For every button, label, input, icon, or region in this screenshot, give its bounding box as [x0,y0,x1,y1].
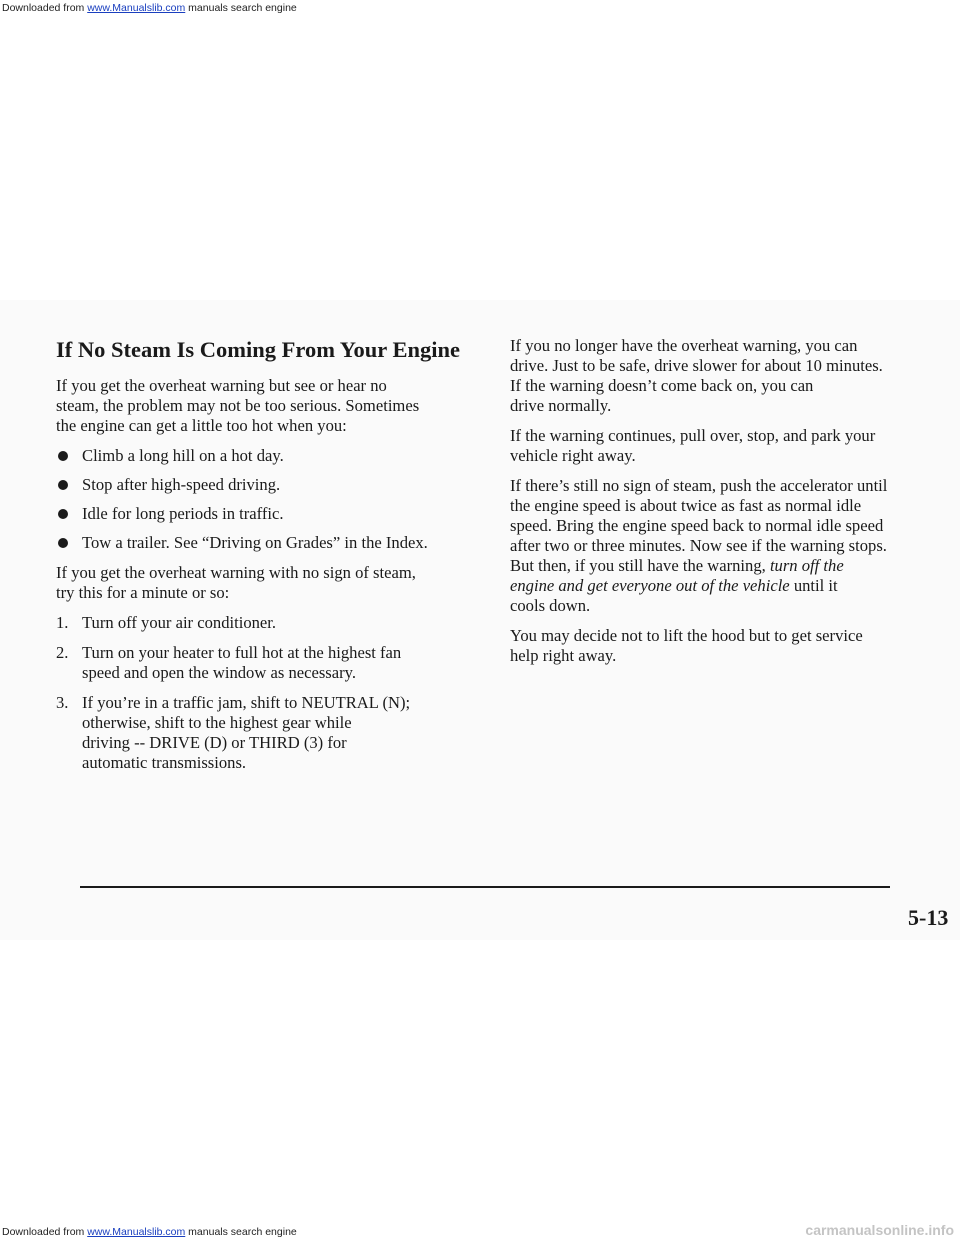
step-number: 2. [56,643,69,662]
banner-suffix: manuals search engine [185,2,297,14]
step-line: driving -- DRIVE (D) or THIRD (3) for [82,733,347,752]
footer-rule [80,886,890,888]
paragraph-line: If the warning continues, pull over, stop, and park your [510,426,876,445]
paragraph-line: cools down. [510,596,591,615]
emphasis-text: engine and get everyone out of the vehicle [510,576,790,595]
paragraph-line: drive. Just to be safe, drive slower for about 10 minutes. [510,356,883,375]
step-line: automatic transmissions. [82,753,247,772]
list-item-text: Climb a long hill on a hot day. [82,446,284,465]
paragraph-line: If the warning doesn’t come back on, you can [510,376,814,395]
paragraph-line: But then, if you still have the warning, [510,556,770,575]
download-banner-bottom [2,1226,297,1239]
paragraph-service [510,626,956,666]
step-line: If you’re in a traffic jam, shift to NEUTRAL (N); [82,693,411,712]
step-number: 1. [56,613,69,632]
instructions-paragraph [56,563,496,603]
emphasis-text: turn off the [769,556,844,575]
bullet-icon [58,480,68,490]
manualslib-link[interactable]: www.Manualslib.com [87,2,186,14]
paragraph-line: after two or three minutes. Now see if the warning stops. [510,536,887,555]
paragraph-line: help right away. [510,646,617,665]
conditions-list [56,446,496,553]
banner-prefix: Downloaded from [2,1226,88,1238]
paragraph-line: vehicle right away. [510,446,636,465]
list-item-text: Stop after high-speed driving. [82,475,281,494]
bullet-icon [58,509,68,519]
paragraph-warning-continues [510,426,956,466]
bullet-icon [58,451,68,461]
instructions-line: try this for a minute or so: [56,583,230,602]
intro-line: steam, the problem may not be too serious. Sometimes [56,396,420,415]
right-column [510,336,956,676]
paragraph-line: drive normally. [510,396,612,415]
paragraph-line: the engine speed is about twice as fast as normal idle [510,496,862,515]
intro-line: If you get the overheat warning but see or hear no [56,376,387,395]
paragraph-line: If there’s still no sign of steam, push the accelerator until [510,476,888,495]
step-line: Turn off your air conditioner. [82,613,277,632]
list-item [56,504,496,524]
paragraph-line: You may decide not to lift the hood but to get service [510,626,863,645]
step-item [56,643,496,683]
step-line: Turn on your heater to full hot at the highest fan [82,643,402,662]
instructions-line: If you get the overheat warning with no sign of steam, [56,563,416,582]
banner-prefix: Downloaded from [2,2,88,14]
step-line: otherwise, shift to the highest gear while [82,713,352,732]
step-item [56,693,496,773]
paragraph-line: until it [789,576,838,595]
step-item [56,613,496,633]
banner-suffix: manuals search engine [185,1226,297,1238]
intro-paragraph [56,376,496,436]
paragraph-line: speed. Bring the engine speed back to normal idle speed [510,516,884,535]
list-item [56,446,496,466]
paragraph-line: If you no longer have the overheat warning, you can [510,336,858,355]
left-column [56,336,496,783]
list-item-text: Tow a trailer. See “Driving on Grades” in the Index. [82,533,428,552]
manualslib-link[interactable]: www.Manualslib.com [87,1226,186,1238]
page-number: 5-13 [908,905,949,930]
step-line: speed and open the window as necessary. [82,663,357,682]
paragraph-no-warning [510,336,956,416]
list-item [56,475,496,495]
list-item-text: Idle for long periods in traffic. [82,504,284,523]
download-banner-top [2,2,297,15]
site-watermark: carmanualsonline.info [805,1222,954,1238]
section-heading: If No Steam Is Coming From Your Engine [56,337,460,362]
paragraph-no-steam [510,476,956,616]
step-number: 3. [56,693,69,712]
bullet-icon [58,538,68,548]
steps-list [56,613,496,773]
list-item [56,533,496,553]
intro-line: the engine can get a little too hot when you: [56,416,347,435]
